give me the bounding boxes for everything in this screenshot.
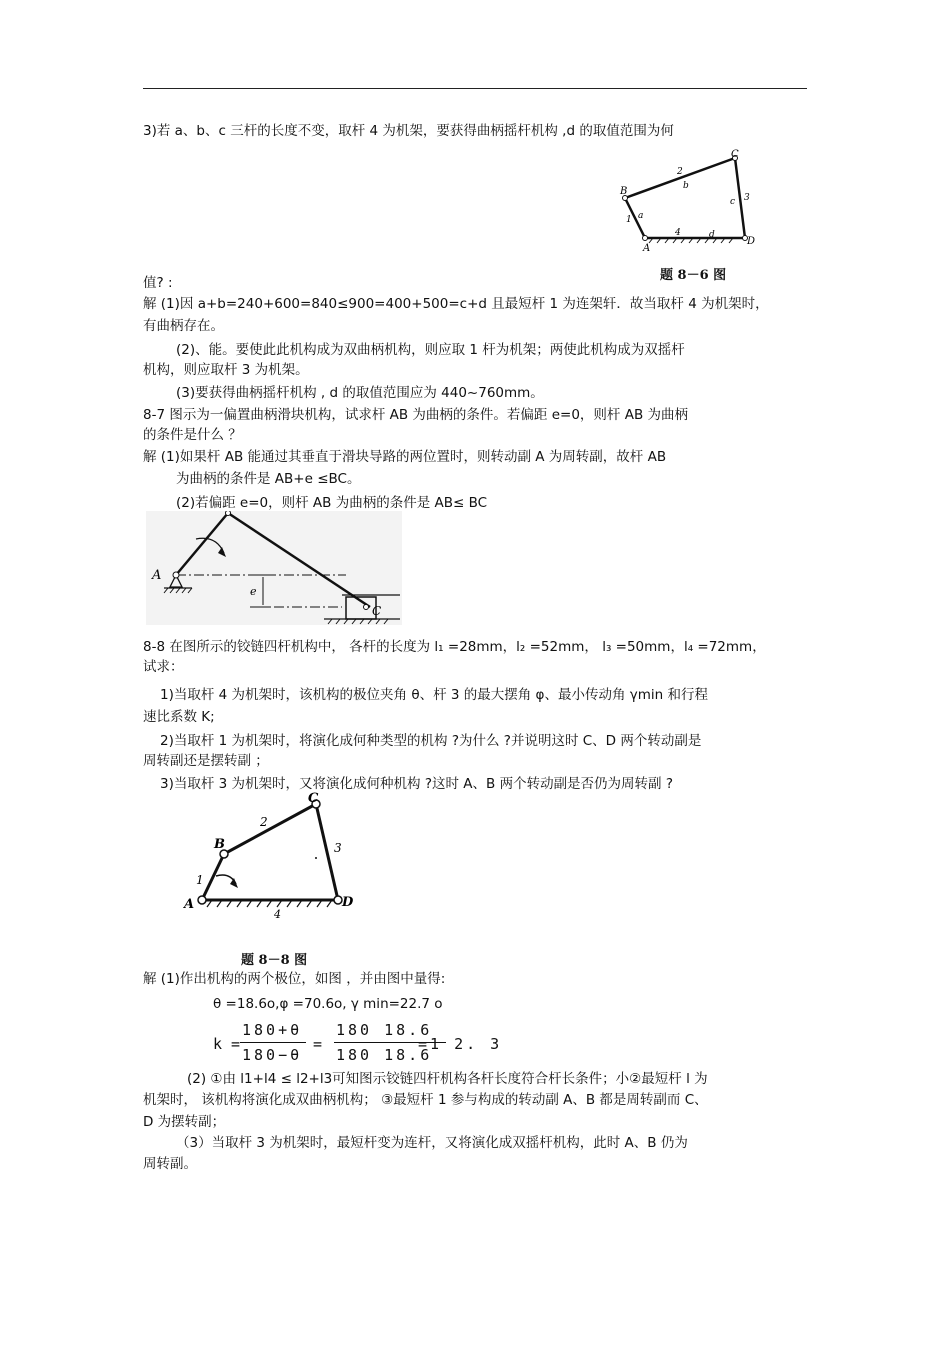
answer-3-text: (3)要获得曲柄摇杆机构 , d 的取值范围应为 440~760mm。: [176, 385, 544, 401]
problem-8-8-text: 8-8 在图所示的铰链四杆机构中， 各杆的长度为 l₁ =28mm，l₂ =52mm， l₃ =50mm，l₄ =72mm，: [143, 639, 766, 655]
fig88-label-2: 2: [260, 815, 268, 829]
formula-numerator-2: 180 18.6: [336, 1021, 433, 1039]
formula-numerator-1: 180+θ: [242, 1021, 303, 1039]
fig87-label-B: [223, 511, 231, 514]
fig86-label-d: d: [709, 230, 715, 240]
fig86-label-b: b: [683, 181, 689, 191]
figure-8-7: [146, 511, 402, 625]
solution-8-7-part1-cont: 为曲柄的条件是 AB+e ≤BC。: [176, 471, 361, 487]
answer-1-text: 解 (1)因 a+b=240+600=840≤900=400+500=c+d 且最短杆 1 为连架轩．故当取杆 4 为机架时，: [143, 296, 769, 312]
solution-8-8-part2: (2) ①由 l1+l4 ≤ l2+l3可知图示铰链四杆机构各杆长度符合杆长条件；小②最短杆 l 为: [187, 1071, 708, 1087]
fig88-link-1: [202, 854, 224, 900]
fig88-label-D: D: [342, 895, 354, 910]
fig86-label-2: 2: [677, 167, 683, 177]
formula-equals: =: [313, 1035, 326, 1053]
solution-8-8-part3: （3）当取杆 3 为机架时，最短杆变为连杆，又将演化成双摇杆机构，此时 A、B 仍为: [176, 1135, 688, 1151]
answer-2-text-cont: 机构，则应取杆 3 为机架。: [143, 362, 309, 378]
solution-8-8-part3-cont: 周转副。: [143, 1156, 197, 1172]
problem-8-8-q1-cont: 速比系数 K;: [143, 709, 215, 725]
fig88-label-3: 3: [334, 841, 342, 855]
fig88-label-C: C: [308, 791, 319, 806]
formula-fraction-bar-1: [240, 1042, 306, 1043]
solution-8-8-part2-end: D 为摆转副；: [143, 1114, 226, 1130]
figure-8-6: [605, 148, 765, 256]
fig88-label-B: B: [214, 837, 225, 852]
fig86-label-a: a: [638, 211, 644, 221]
fig86-label-A: A: [643, 243, 651, 254]
fig86-label-4: 4: [675, 228, 681, 238]
fig86-label-D: D: [747, 236, 756, 247]
question-3-text-cont: 值? :: [143, 275, 173, 291]
fig87-label-e: e: [250, 585, 257, 598]
figure-8-6-caption: 题 8－6 图: [660, 268, 727, 283]
header-rule: [143, 88, 807, 89]
solution-8-7-part1: 解 (1)如果杆 AB 能通过其垂直于滑块导路的两位置时，则转动副 A 为周转副，故杆 AB: [143, 449, 667, 465]
problem-8-8-q2: 2)当取杆 1 为机架时，将演化成何种类型的机构 ?为什么 ?并说明这时 C、D 两个转动副是: [160, 733, 702, 749]
formula-result: =1 2. 3: [418, 1035, 503, 1053]
fig86-link-2: [625, 158, 735, 198]
fig87-crank-ab: [176, 513, 228, 575]
fig87-label-A: A: [152, 568, 162, 583]
fig88-link-2: [224, 804, 316, 854]
question-3-text: 3)若 a、b、c 三杆的长度不变，取杆 4 为机架，要获得曲柄摇杆机构 ,d 的取值范围为何: [143, 123, 674, 139]
problem-8-8-q3: 3)当取杆 3 为机架时，又将演化成何种机构 ?这时 A、B 两个转动副是否仍为周转副 ?: [160, 776, 674, 792]
figure-8-8: [178, 788, 368, 920]
formula-denominator-2: 180 18.6: [336, 1046, 433, 1064]
problem-8-8-q2-cont: 周转副还是摆转副 ；: [143, 753, 269, 769]
solution-8-8-part1: 解 (1)作出机构的两个极位，如图 ，并由图中量得:: [143, 971, 446, 987]
solution-8-8-values: θ =18.6o,φ =70.6o, γ min=22.7 o: [213, 996, 443, 1012]
fig86-label-B: B: [620, 186, 628, 197]
solution-8-7-part2: (2)若偏距 e=0，则杆 AB 为曲柄的条件是 AB≤ BC: [176, 495, 488, 511]
fig86-label-1: 1: [626, 215, 632, 225]
fig88-label-4: 4: [274, 908, 281, 920]
fig86-label-c: c: [730, 197, 736, 207]
problem-8-7-text: 8-7 图示为一偏置曲柄滑块机构，试求杆 AB 为曲柄的条件。若偏距 e=0，则杆 AB 为曲柄: [143, 407, 688, 423]
fig87-label-C: C: [372, 604, 382, 618]
figure-8-8-caption: 题 8－8 图: [241, 953, 308, 968]
fig86-label-3: 3: [744, 193, 750, 203]
answer-1-text-cont: 有曲柄存在。: [143, 318, 224, 334]
fig86-label-C: C: [731, 149, 739, 160]
solution-8-8-part2-cont: 机架时， 该机构将演化成双曲柄机构； ③最短杆 1 参与构成的转动副 A、B 都是周转副而 C、: [143, 1092, 708, 1108]
fig88-label-1: 1: [196, 873, 204, 887]
formula-denominator-1: 180−θ: [242, 1046, 303, 1064]
fig88-label-A: A: [184, 897, 195, 912]
problem-8-8-text-cont: 试求：: [143, 659, 184, 675]
problem-8-7-text-cont: 的条件是什么 ？: [143, 427, 242, 443]
answer-2-text: (2)、能。要使此此机构成为双曲柄机构，则应取 1 杆为机架；两使此机构成为双摇杆: [176, 342, 685, 358]
formula-k-label: k =: [213, 1035, 241, 1053]
problem-8-8-q1: 1)当取杆 4 为机架时，该机构的极位夹角 θ、杆 3 的最大摆角 φ、最小传动角 γmin 和行程: [160, 687, 708, 703]
